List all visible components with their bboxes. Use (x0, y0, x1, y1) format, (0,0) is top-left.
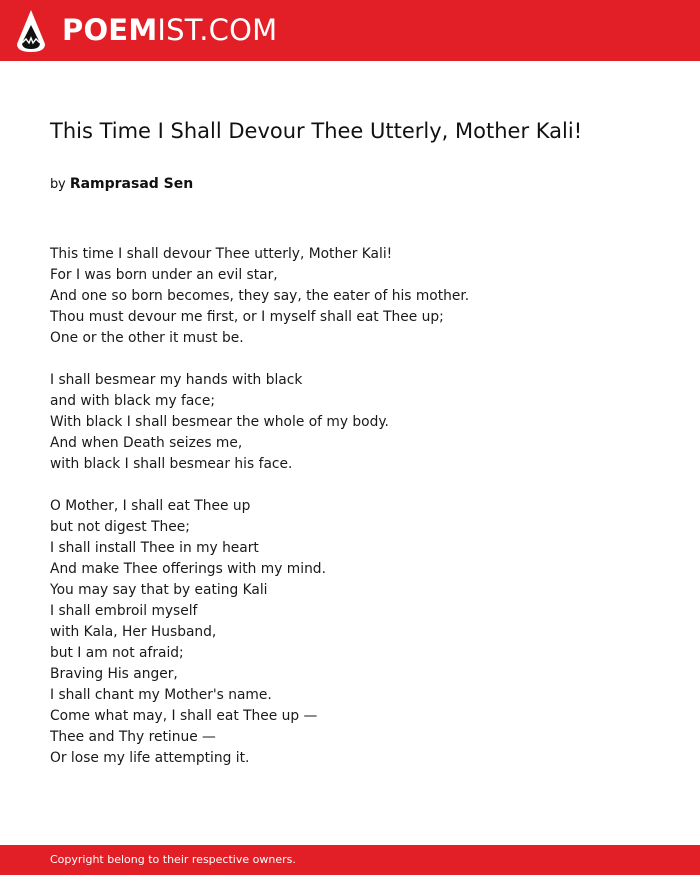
poem-line: And when Death seizes me, (50, 435, 243, 451)
stanza (50, 244, 650, 349)
poem-line: with Kala, Her Husband, (50, 624, 217, 640)
poem-line: And one so born becomes, they say, the eater of his mother. (50, 288, 470, 304)
poem-line: O Mother, I shall eat Thee up (50, 498, 251, 514)
site-footer (0, 845, 700, 875)
poem-line: This time I shall devour Thee utterly, Mother Kali! (50, 246, 393, 262)
logo-text-light: IST.COM (157, 13, 278, 47)
poem-line: but not digest Thee; (50, 519, 190, 535)
poem-line: I shall embroil myself (50, 603, 198, 619)
poem-line: And make Thee offerings with my mind. (50, 561, 326, 577)
pen-nib-icon[interactable] (16, 9, 46, 53)
poem-line: with black I shall besmear his face. (50, 456, 293, 472)
poem-title: This Time I Shall Devour Thee Utterly, Mother Kali! (50, 119, 583, 143)
poem-line: One or the other it must be. (50, 330, 244, 346)
poem-line: Or lose my life attempting it. (50, 750, 250, 766)
stanza (50, 370, 650, 475)
author-name: Ramprasad Sen (69, 176, 194, 192)
poem-line: but I am not afraid; (50, 645, 184, 661)
poem-line: With black I shall besmear the whole of my body. (50, 414, 389, 430)
poem-line: and with black my face; (50, 393, 216, 409)
poem-line: Come what may, I shall eat Thee up — (50, 708, 318, 724)
poem-line: You may say that by eating Kali (50, 582, 268, 598)
poem-line: Braving His anger, (50, 666, 178, 682)
poem-line: Thee and Thy retinue — (50, 729, 216, 745)
poem-line: I shall chant my Mother's name. (50, 687, 272, 703)
stanza (50, 496, 650, 769)
site-logo[interactable] (62, 12, 277, 48)
poem-line: I shall besmear my hands with black (50, 372, 303, 388)
poem-line: For I was born under an evil star, (50, 267, 278, 283)
poem-body (50, 244, 650, 790)
byline (50, 174, 193, 195)
by-label: by (50, 177, 66, 192)
poem-line: I shall install Thee in my heart (50, 540, 259, 556)
site-header (0, 0, 700, 61)
logo-text-bold: POEM (62, 13, 158, 47)
poem-line: Thou must devour me first, or I myself shall eat Thee up; (50, 309, 444, 325)
copyright-notice: Copyright belong to their respective owners. (50, 853, 296, 866)
